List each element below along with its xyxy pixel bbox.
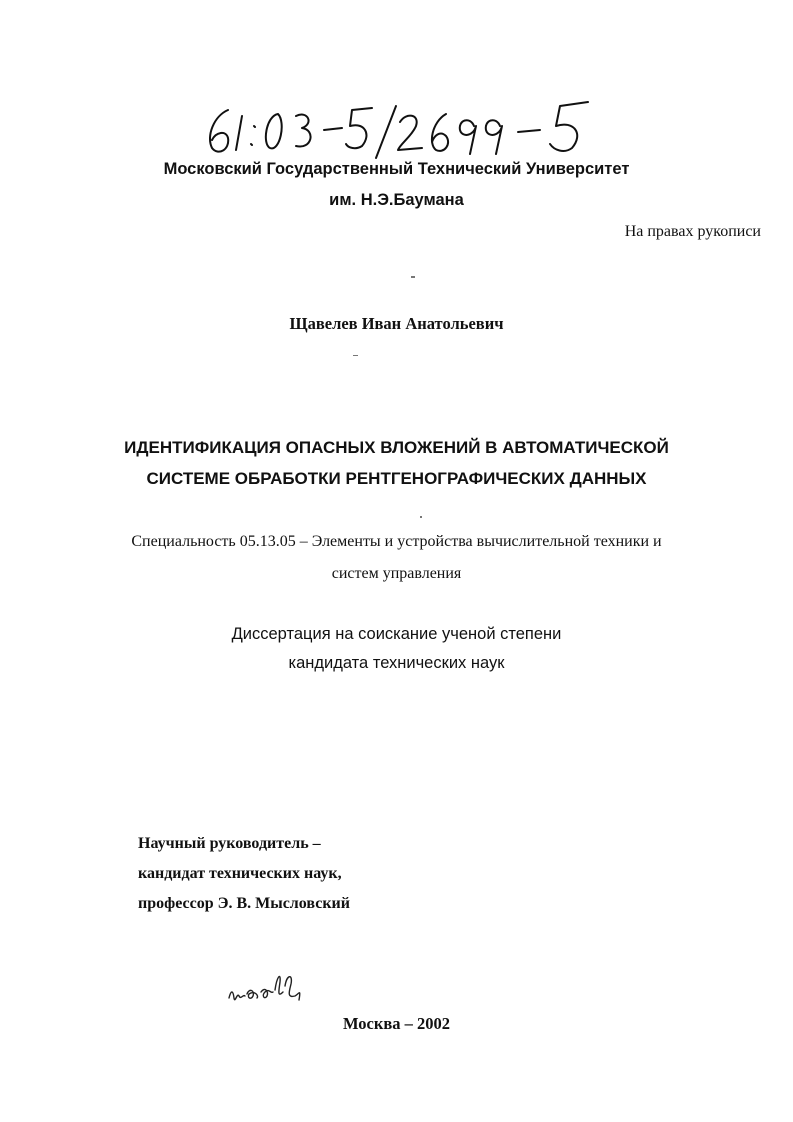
signature — [225, 968, 305, 1010]
specialty-line-1: Специальность 05.13.05 – Элементы и устройства вычислительной техники и — [131, 533, 662, 550]
author-name: Щавелев Иван Анатольевич — [289, 314, 504, 333]
supervisor-line-3: профессор Э. В. Мысловский — [138, 895, 350, 912]
scan-speck — [411, 276, 415, 278]
dissertation-title — [0, 432, 793, 494]
specialty — [0, 526, 793, 590]
dissertation-type — [0, 620, 793, 678]
title-line-1: ИДЕНТИФИКАЦИЯ ОПАСНЫХ ВЛОЖЕНИЙ В АВТОМАТИЧЕСКОЙ — [124, 438, 669, 457]
specialty-line-2: систем управления — [331, 565, 462, 582]
city-year: Москва – 2002 — [342, 1014, 451, 1033]
scan-speck — [353, 355, 358, 356]
supervisor-block — [138, 829, 350, 919]
dissertation-line-1: Диссертация на соискание ученой степени — [231, 625, 562, 643]
archive-number-stamp — [200, 92, 630, 162]
rights-note: На правах рукописи — [624, 223, 761, 240]
supervisor-line-2: кандидат технических наук, — [138, 865, 342, 882]
title-line-2: СИСТЕМЕ ОБРАБОТКИ РЕНТГЕНОГРАФИЧЕСКИХ ДАННЫХ — [146, 469, 647, 488]
dissertation-line-2: кандидата технических наук — [288, 654, 505, 672]
scan-speck — [420, 516, 422, 518]
university-name: Московский Государственный Технический Университет — [163, 160, 630, 178]
university-subtitle: им. Н.Э.Баумана — [329, 191, 464, 209]
supervisor-line-1: Научный руководитель – — [138, 835, 321, 852]
